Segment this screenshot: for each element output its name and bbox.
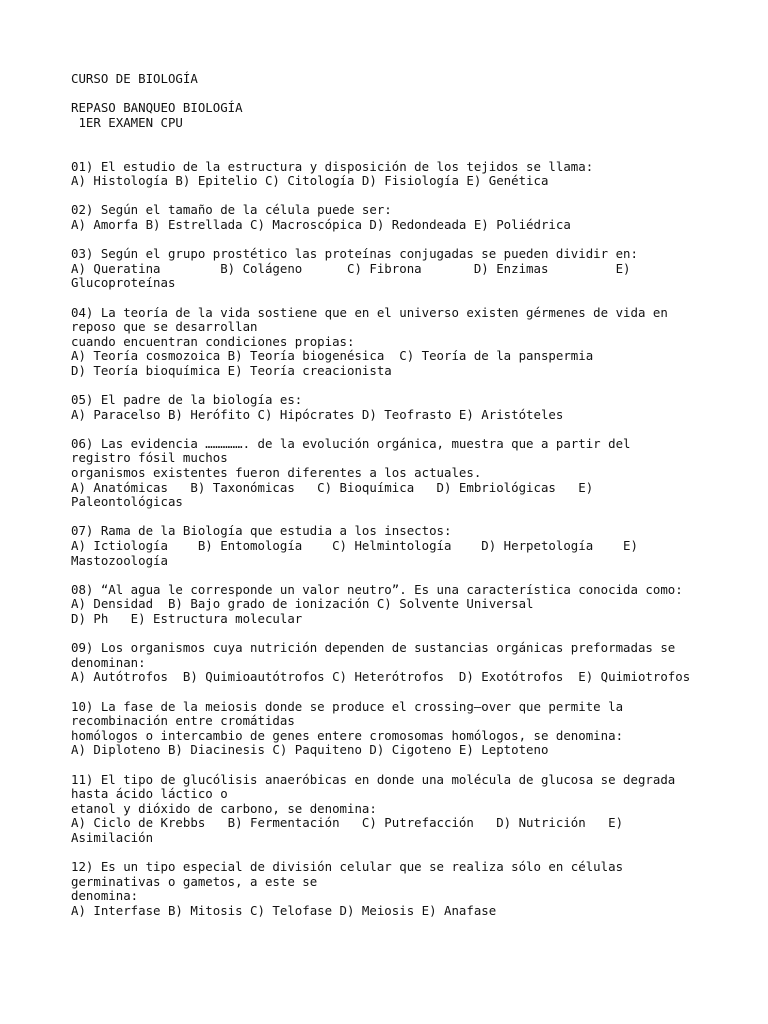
question-text: 12) Es un tipo especial de división celular que se realiza sólo en células: [71, 859, 624, 875]
question-block: [71, 860, 768, 918]
question-line: Asimilación: [71, 829, 154, 845]
blank-line: [71, 189, 768, 204]
blank-line: [71, 685, 768, 700]
question-block: [71, 583, 768, 641]
blank-line: [71, 233, 768, 248]
question-block: [71, 437, 768, 525]
question-block: [71, 524, 768, 582]
blank-line: [71, 845, 768, 860]
blank-line: [71, 510, 768, 525]
question-text: 07) Rama de la Biología que estudia a los insectos:: [71, 523, 452, 539]
question-list: [71, 160, 768, 919]
blank-line: [71, 87, 768, 102]
question-text: 04) La teoría de la vida sostiene que en el universo existen gérmenes de vida en: [71, 304, 668, 320]
blank-line: [71, 130, 768, 145]
question-line: A) Histología B) Epitelio C) Citología D) Fisiología E) Genética: [71, 173, 549, 189]
question-line: Paleontológicas: [71, 494, 183, 510]
question-block: [71, 203, 768, 247]
question-line: recombinación entre cromátidas: [71, 713, 295, 729]
question-block: [71, 160, 768, 204]
question-text: 08) “Al agua le corresponde un valor neutro”. Es una característica conocida como:: [71, 581, 683, 597]
question-block: [71, 247, 768, 305]
question-line: A) Teoría cosmozoica B) Teoría biogenésica C) Teoría de la panspermia: [71, 348, 594, 364]
question-line: A) Diploteno B) Diacinesis C) Paquiteno D) Cigoteno E) Leptoteno: [71, 742, 549, 758]
question-line: denomina:: [71, 888, 139, 904]
question-text: 02) Según el tamaño de la célula puede ser:: [71, 202, 392, 218]
question-line: A) Interfase B) Mitosis C) Telofase D) Meiosis E) Anafase: [71, 902, 497, 918]
review-title: REPASO BANQUEO BIOLOGÍA: [71, 100, 243, 116]
question-line: A) Ciclo de Krebbs B) Fermentación C) Putrefacción D) Nutrición E): [71, 815, 624, 831]
question-line: A) Amorfa B) Estrellada C) Macroscópica D) Redondeada E) Poliédrica: [71, 216, 571, 232]
blank-line: [71, 378, 768, 393]
question-line: A) Anatómicas B) Taxonómicas C) Bioquímica D) Embriológicas E): [71, 479, 594, 495]
question-line: registro fósil muchos: [71, 450, 228, 466]
question-line: etanol y dióxido de carbono, se denomina:: [71, 800, 377, 816]
question-text: 11) El tipo de glucólisis anaeróbicas en donde una molécula de glucosa se degrada: [71, 771, 676, 787]
blank-line: [71, 422, 768, 437]
question-block: [71, 641, 768, 699]
blank-line: [71, 627, 768, 642]
question-line: Mastozoología: [71, 552, 168, 568]
question-line: A) Autótrofos B) Quimioautótrofos C) Heterótrofos D) Exotótrofos E) Quimiotrofos: [71, 669, 691, 685]
question-line: cuando encuentran condiciones propias:: [71, 333, 355, 349]
question-line: A) Ictiología B) Entomología C) Helmintología D) Herpetología E): [71, 538, 638, 553]
question-line: homólogos o intercambio de genes entere cromosomas homólogos, se denomina:: [71, 727, 624, 743]
question-line: D) Ph E) Estructura molecular: [71, 610, 303, 626]
question-block: [71, 773, 768, 861]
question-line: germinativas o gametos, a este se: [71, 873, 318, 889]
question-line: A) Queratina B) Colágeno C) Fibrona D) Enzimas E): [71, 260, 631, 276]
course-title: CURSO DE BIOLOGÍA: [71, 71, 198, 86]
question-line: denominan:: [71, 654, 146, 670]
question-line: D) Teoría bioquímica E) Teoría creacionista: [71, 362, 392, 378]
question-line: A) Densidad B) Bajo grado de ionización C) Solvente Universal: [71, 596, 534, 612]
question-text: 06) Las evidencia ……………. de la evolución orgánica, muestra que a partir del: [71, 435, 631, 451]
blank-line: [71, 758, 768, 773]
question-text: 09) Los organismos cuya nutrición dependen de sustancias orgánicas preformadas se: [71, 640, 676, 656]
document-header: [71, 72, 768, 160]
question-text: 03) Según el grupo prostético las proteínas conjugadas se pueden dividir en:: [71, 246, 638, 262]
question-block: [71, 393, 768, 437]
question-line: Glucoproteínas: [71, 275, 176, 291]
question-line: reposo que se desarrollan: [71, 319, 258, 335]
question-line: organismos existentes fueron diferentes a los actuales.: [71, 465, 482, 481]
question-text: 10) La fase de la meiosis donde se produce el crossing–over que permite la: [71, 698, 624, 714]
blank-line: [71, 568, 768, 583]
blank-line: [71, 145, 768, 160]
blank-line: [71, 291, 768, 306]
question-line: hasta ácido láctico o: [71, 786, 228, 802]
question-text: 01) El estudio de la estructura y disposición de los tejidos se llama:: [71, 158, 594, 174]
question-line: A) Paracelso B) Herófito C) Hipócrates D) Teofrasto E) Aristóteles: [71, 406, 564, 422]
question-block: [71, 306, 768, 394]
exam-title: 1ER EXAMEN CPU: [71, 114, 183, 130]
question-block: [71, 700, 768, 773]
question-text: 05) El padre de la biología es:: [71, 392, 303, 408]
